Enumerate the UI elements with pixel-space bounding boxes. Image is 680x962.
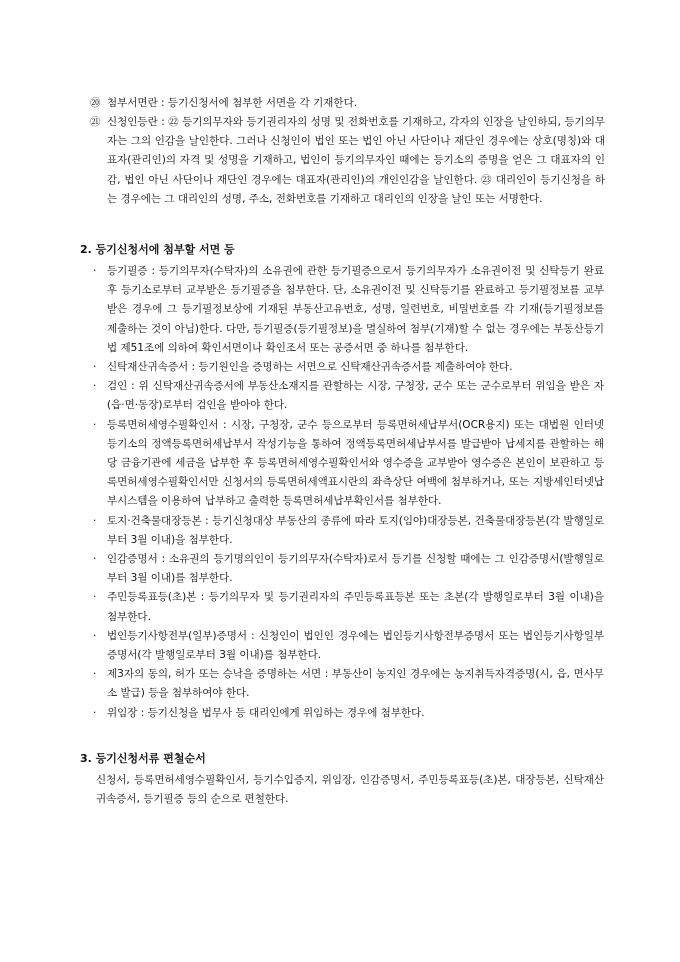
list-item	[92, 588, 604, 626]
list-item	[92, 704, 604, 723]
attachment-list	[92, 262, 604, 723]
list-item-text: 등록면허세영수필확인서 : 시장, 구청장, 군수 등으로부터 등록면허세납부서(OCR용지) 또는 대법원 인터넷등기소의 정액등록면허세납부서 작성기능을 통하여 정액등록면허세납부서를 발급받아 납세지를 관할하는 해당 금융기관에 세금을 납부한 후 등록면허세영수필확인서와 영수증을 교부받아 영수증은 본인이 보관하고 등록면허세영수필확인서만 신청서의 등록면허세액표시란의 좌측상단 여백에 첨부하거나, 또는 지방세인터넷납부시스템을 이용하여 납부하고 출력한 등록면허세납부확인서를 첨부한다.	[107, 418, 604, 508]
item-text: 신청인등란 : ㉒ 등기의무자와 등기권리자의 성명 및 전화번호를 기재하고, 각자의 인장을 날인하되, 등기의무자는 그의 인감을 날인한다. 그러나 신청인이 법인 또는 법인 아닌 사단이나 재단인 경우에는 상호(명칭)와 대표자(관리인)의 자격 및 성명을 기재하고, 법인이 등기의무자인 때에는 등기소의 증명을 얻은 그 대표자의 인감, 법인 아닌 사단이나 재단인 경우에는 대표자(관리인)의 개인인감을 날인한다. ㉓ 대리인이 등기신청을 하는 경우에는 그 대리인의 성명, 주소, 전화번호를 기재하고 대리인의 인장을 날인 또는 서명한다.	[107, 116, 605, 205]
list-item-text: 인감증명서 : 소유권의 등기명의인이 등기의무자(수탁자)로서 등기를 신청할 때에는 그 인감증명서(발행일로부터 3월 이내)를 첨부한다.	[107, 553, 604, 585]
list-item-text: 등기필증 : 등기의무자(수탁자)의 소유권에 관한 등기필증으로서 등기의무자가 소유권이전 및 신탁등기 완료 후 등기소로부터 교부받은 등기필증을 첨부한다. 단, 소유권이전 및 신탁등기를 완료하고 등기필정보를 교부받은 경우에 그 등기필정보상에 기재된 부동산고유번호, 성명, 일련번호, 비밀번호를 각 기재(등기필정보를 제출하는 것이 아님)한다. 다만, 등기필증(등기필정보)을 멸실하여 첨부(기재)할 수 없는 경우에는 부동산등기법 제51조에 의하여 확인서면이나 확인조서 또는 공증서면 중 하나를 첨부한다.	[107, 265, 604, 354]
list-item-text: 신탁재산귀속증서 : 등기원인을 증명하는 서면으로 신탁재산귀속증서를 제출하여야 한다.	[107, 361, 513, 374]
bullet-marker: ·	[93, 706, 97, 719]
list-item-text: 토지·건축물대장등본 : 등기신청대상 부동산의 종류에 따라 토지(임야)대장등본, 건축물대장등본(각 발행일로부터 3월 이내)을 첨부한다.	[107, 514, 604, 546]
list-item-text: 제3자의 동의, 허가 또는 승낙을 증명하는 서면 : 부동산이 농지인 경우에는 농지취득자격증명(시, 읍, 면사무소 발급) 등을 첨부하여야 한다.	[107, 668, 604, 700]
item-text: 첨부서면란 : 등기신청서에 첨부한 서면을 각 기재한다.	[107, 97, 358, 109]
bullet-marker: ·	[93, 553, 97, 566]
list-item	[92, 377, 604, 415]
list-item-text: 검인 : 위 신탁재산귀속증서에 부동산소재지를 관할하는 시장, 구청장, 군수 또는 군수로부터 위임을 받은 자(읍·면·동장)로부터 검인을 받아야 한다.	[107, 380, 604, 412]
bullet-marker: ·	[93, 514, 97, 527]
bullet-marker: ·	[93, 361, 97, 374]
section-2-heading: 2. 등기신청서에 첨부할 서면 등	[80, 243, 235, 256]
section-3-heading: 3. 등기신청서류 편철순서	[80, 752, 206, 765]
bullet-marker: ·	[93, 418, 97, 431]
list-item	[92, 665, 604, 703]
bullet-marker: ·	[93, 380, 97, 393]
filing-order-paragraph: 신청서, 등록면허세영수필확인서, 등기수입증지, 위임장, 인감증명서, 주민등록표등(초)본, 대장등본, 신탁재산귀속증서, 등기필증 등의 순으로 편철한다.	[96, 774, 604, 806]
list-item	[92, 262, 604, 358]
bullet-marker: ·	[93, 591, 97, 604]
list-item	[92, 358, 604, 377]
list-item	[92, 512, 604, 550]
list-item	[92, 416, 604, 512]
list-item-text: 위임장 : 등기신청을 법무사 등 대리인에게 위임하는 경우에 첨부한다.	[107, 706, 425, 719]
item-21-applicants	[90, 113, 605, 209]
list-item	[92, 550, 604, 588]
item-20-attachments	[90, 94, 605, 113]
list-item-text: 주민등록표등(초)본 : 등기의무자 및 등기권리자의 주민등록표등본 또는 초본(각 발행일로부터 3월 이내)을 첨부한다.	[107, 591, 604, 623]
bullet-marker: ·	[93, 265, 97, 277]
list-item-text: 법인등기사항전부(일부)증명서 : 신청인이 법인인 경우에는 법인등기사항전부증명서 또는 법인등기사항일부증명서(각 발행일로부터 3월 이내)를 첨부한다.	[107, 629, 604, 662]
item-marker: ㉑	[90, 116, 101, 128]
bullet-marker: ·	[93, 668, 97, 681]
list-item	[92, 627, 604, 665]
bullet-marker: ·	[93, 629, 97, 642]
item-marker: ⑳	[90, 97, 101, 109]
